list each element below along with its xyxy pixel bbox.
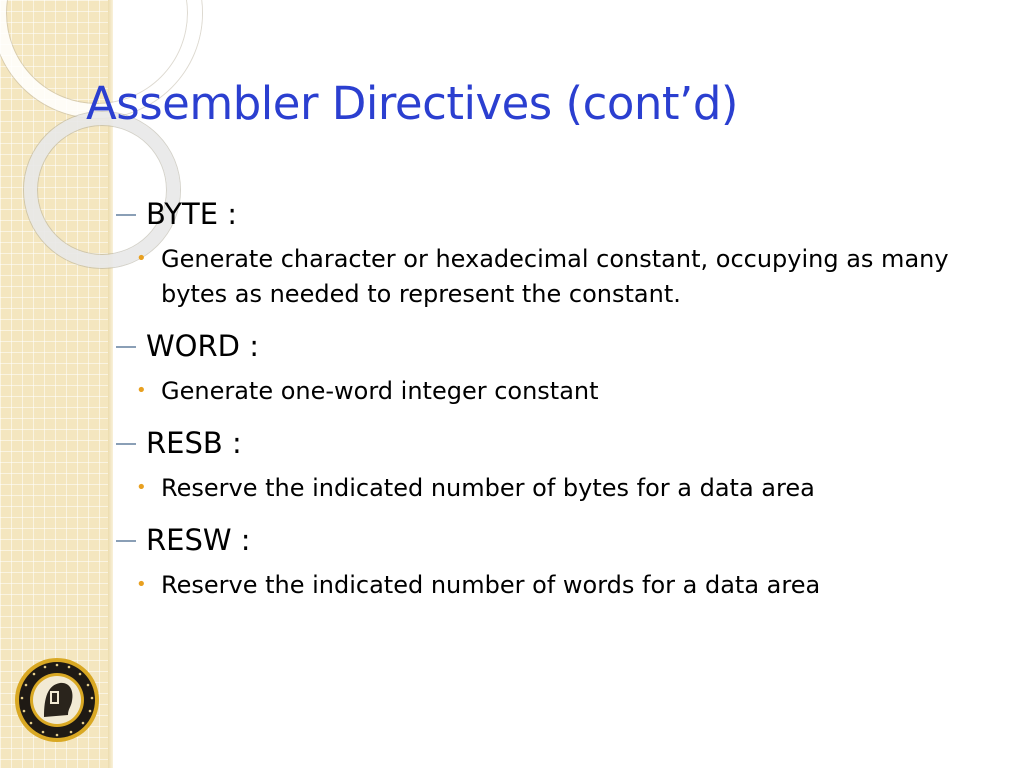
institution-seal-icon [14,657,100,743]
directive-description: Reserve the indicated number of bytes for a data area [161,474,815,502]
bullet-icon: • [136,574,147,595]
directive-item-byte [112,192,992,312]
directive-label: RESW : [146,523,251,557]
bullet-icon: • [136,477,147,498]
dash-marker [116,346,136,348]
directive-list [112,192,992,615]
bullet-icon: • [136,248,147,269]
directive-description: Reserve the indicated number of words for a data area [161,571,821,599]
slide-title: Assembler Directives (cont’d) [86,77,738,130]
directive-item-resw [112,518,992,603]
bullet-icon: • [136,380,147,401]
dash-marker [116,443,136,445]
dash-marker [116,540,136,542]
directive-description: Generate one-word integer constant [161,377,599,405]
directive-label: WORD : [146,329,259,363]
directive-description: Generate character or hexadecimal constant, occupying as many bytes as needed to represent the constant. [161,245,949,308]
directive-item-resb [112,421,992,506]
dash-marker [116,214,136,216]
directive-item-word [112,324,992,409]
directive-label: BYTE : [146,197,238,231]
directive-label: RESB : [146,426,242,460]
